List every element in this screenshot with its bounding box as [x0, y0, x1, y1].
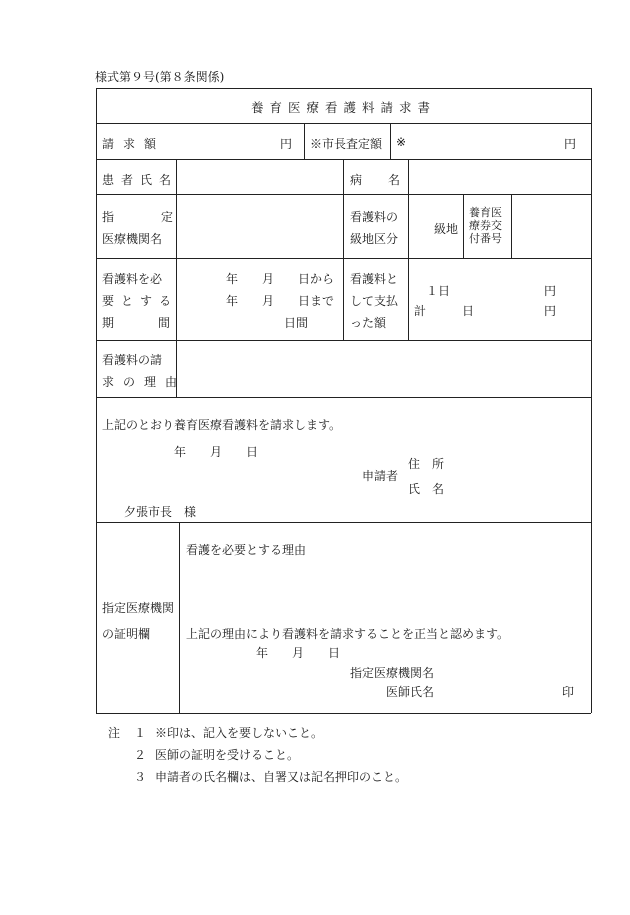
total-label: 計: [414, 304, 427, 318]
note-3-num: ３: [134, 770, 147, 784]
note-2-text: 医師の証明を受けること。: [155, 748, 300, 762]
declaration-text: 上記のとおり養育医療看護料を請求します。: [102, 418, 342, 432]
paid-label-3: った額: [350, 316, 387, 330]
note-1-text: ※印は、記入を要しないこと。: [155, 726, 324, 740]
applicant-address-label: 住 所: [408, 457, 445, 471]
period-label-1: 看護料を必: [102, 272, 163, 286]
addressee: 夕張市長 様: [124, 505, 197, 519]
patient-name-label: 患者氏名: [102, 173, 179, 187]
note-1-num: １: [134, 726, 147, 740]
total-yen: 円: [544, 304, 557, 318]
form-title: 養育医療看護料請求書: [250, 100, 436, 115]
ticket-number-field[interactable]: [514, 197, 588, 255]
applicant-name-label: 氏 名: [408, 482, 445, 496]
applicant-label: 申請者: [362, 469, 399, 483]
reason-label-2: 求の理由: [102, 375, 187, 389]
doctor-name-label: 医師氏名: [386, 685, 435, 699]
institution-label-bottom: 医療機関名: [102, 232, 163, 246]
institution-label-top: 指定: [102, 210, 221, 224]
ticket-label-1: 養育医: [469, 206, 502, 219]
grade-value: 級地: [434, 222, 459, 236]
period-label-3: 期間: [102, 316, 215, 330]
form-number: 様式第９号(第８条関係): [95, 70, 225, 84]
assessed-amount-input-area[interactable]: [410, 126, 560, 156]
period-days[interactable]: 日間: [284, 316, 309, 330]
assessed-amount-label: ※市長査定額: [310, 137, 383, 151]
patient-name-field[interactable]: [180, 162, 340, 192]
grade-label-1: 看護料の: [350, 210, 399, 224]
note-3-text: 申請者の氏名欄は、自署又は記名押印のこと。: [155, 770, 408, 784]
period-to[interactable]: 年 月 日まで: [226, 294, 335, 308]
reason-label-1: 看護料の請: [102, 353, 163, 367]
grade-label-2: 級地区分: [350, 232, 399, 246]
total-day: 日: [462, 304, 475, 318]
certification-label-2: の証明欄: [102, 627, 151, 641]
ticket-label-2: 療券交: [469, 219, 502, 232]
period-label-2: 要とする: [102, 294, 179, 308]
assessed-amount-yen: 円: [564, 137, 577, 151]
per-day-yen: 円: [544, 284, 557, 298]
seal-mark: 印: [562, 685, 575, 699]
amount-label: 請求額: [102, 137, 166, 151]
note-2-num: ２: [134, 748, 147, 762]
declaration-date[interactable]: 年 月 日: [174, 445, 259, 459]
per-day-label: １日: [426, 284, 451, 298]
office-use-mark: ※: [396, 135, 407, 149]
certification-label-1: 指定医療機関: [102, 601, 175, 615]
institution-name-label: 指定医療機関名: [350, 666, 435, 680]
certification-statement: 上記の理由により看護料を請求することを正当と認めます。: [186, 627, 510, 641]
disease-name-field[interactable]: [411, 162, 587, 192]
care-reason-field[interactable]: [186, 560, 584, 615]
notes-prefix: 注: [108, 726, 121, 740]
amount-input-area[interactable]: [180, 126, 270, 156]
amount-yen: 円: [280, 137, 293, 151]
reason-field[interactable]: [180, 343, 588, 395]
period-from[interactable]: 年 月 日から: [226, 272, 335, 286]
certification-date[interactable]: 年 月 日: [256, 646, 341, 660]
care-reason-heading: 看護を必要とする理由: [186, 543, 307, 557]
institution-name-field[interactable]: [180, 197, 340, 255]
paid-label-2: して支払: [350, 294, 399, 308]
paid-label-1: 看護料と: [350, 272, 399, 286]
ticket-label-3: 付番号: [469, 232, 502, 245]
disease-name-label: 病名: [350, 173, 427, 187]
